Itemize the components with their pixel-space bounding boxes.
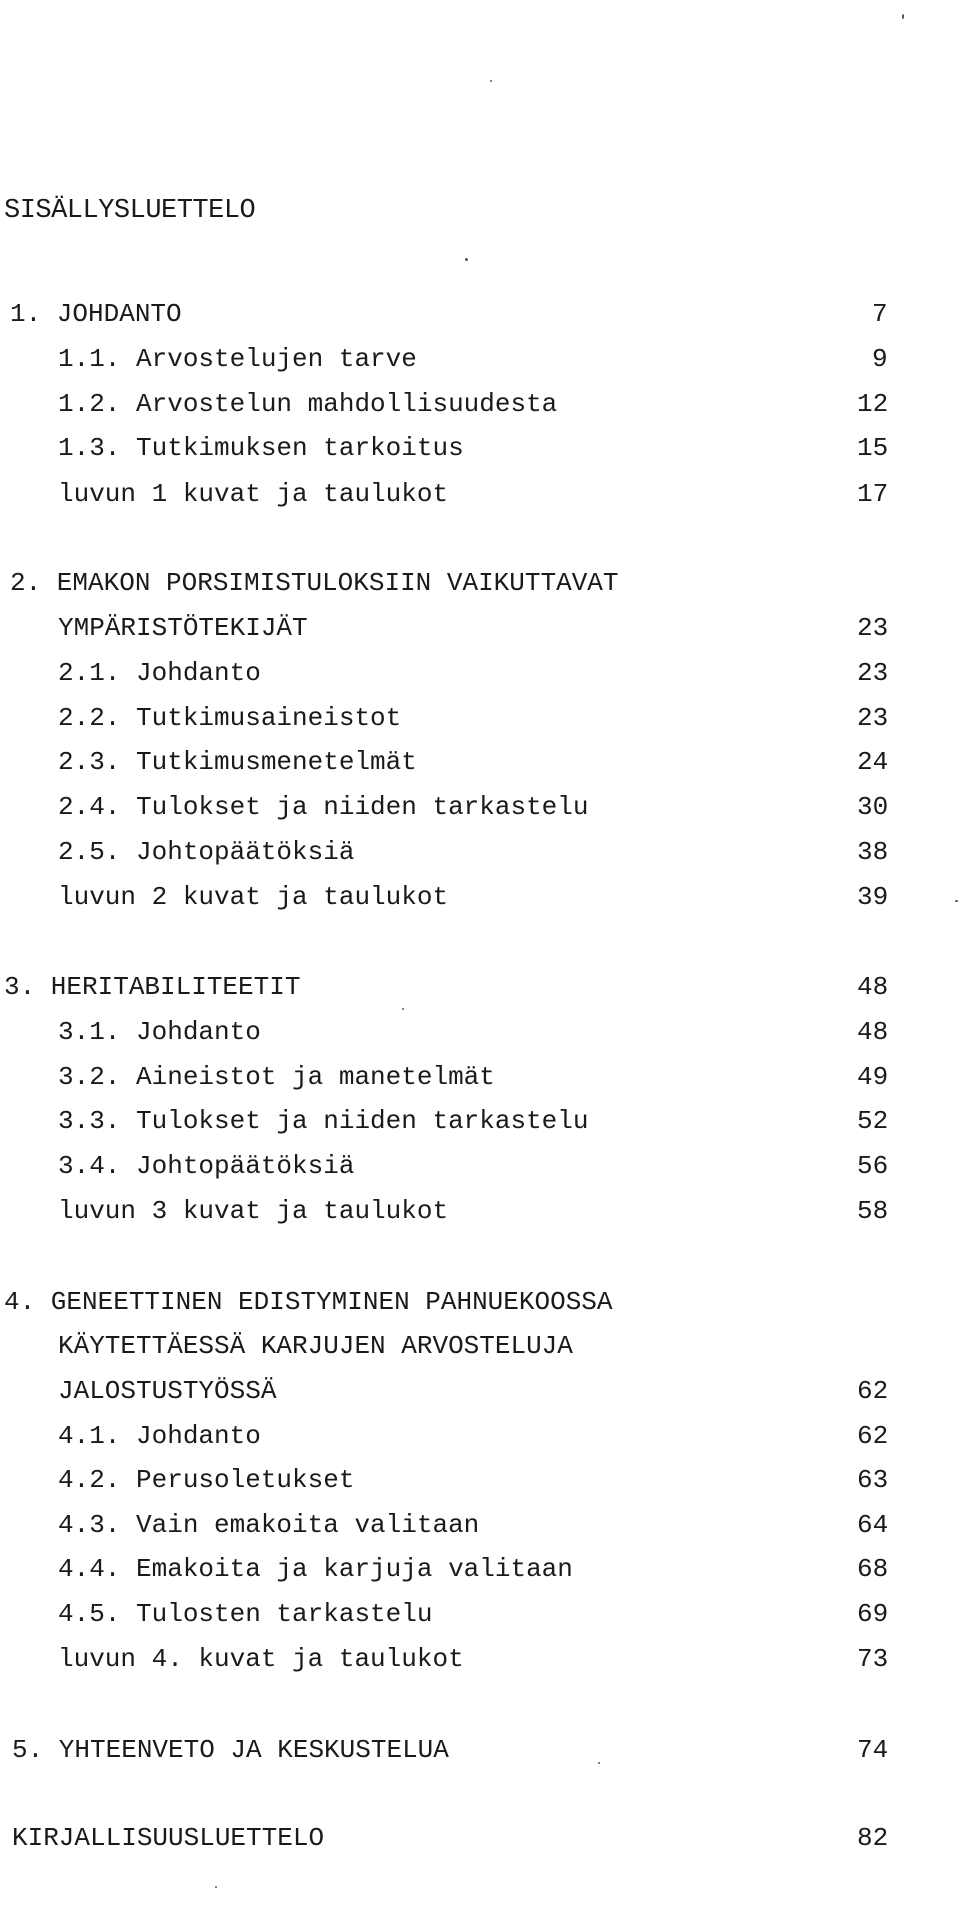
- toc-entry: [4, 969, 960, 1005]
- toc-entry: [58, 1014, 960, 1050]
- toc-entry: [58, 879, 960, 915]
- toc-entry-label: 4.3. Vain emakoita valitaan: [58, 1510, 480, 1540]
- toc-entry-label: luvun 4. kuvat ja taulukot: [58, 1644, 464, 1674]
- toc-entry-label: 1. JOHDANTO: [10, 299, 182, 329]
- toc-entry-page-number: 62: [857, 1421, 889, 1451]
- toc-entry-page-number: 62: [857, 1376, 889, 1406]
- toc-entry-label: 4. GENEETTINEN EDISTYMINEN PAHNUEKOOSSA: [4, 1287, 613, 1317]
- toc-entry-label: luvun 1 kuvat ja taulukot: [58, 479, 449, 509]
- toc-entry: [58, 1418, 960, 1454]
- toc-entry: [58, 1462, 960, 1498]
- toc-entry: [58, 655, 960, 691]
- toc-entry-label: 2. EMAKON PORSIMISTULOKSIIN VAIKUTTAVAT: [10, 568, 619, 598]
- scan-speck: [902, 14, 904, 19]
- toc-entry: [58, 834, 960, 870]
- toc-entry-label: 1.2. Arvostelun mahdollisuudesta: [58, 389, 558, 419]
- toc-entry: [10, 296, 960, 332]
- toc-entry: [58, 700, 960, 736]
- toc-entry: [58, 1059, 960, 1095]
- toc-entry-label: 4.4. Emakoita ja karjuja valitaan: [58, 1554, 573, 1584]
- toc-entry-label: 4.1. Johdanto: [58, 1421, 261, 1451]
- toc-entry-label: 4.2. Perusoletukset: [58, 1465, 355, 1495]
- toc-entry-page-number: 38: [857, 837, 889, 867]
- toc-title: SISÄLLYSLUETTELO: [4, 196, 256, 226]
- toc-entry-page-number: 23: [857, 703, 889, 733]
- toc-entry-label: 1.1. Arvostelujen tarve: [58, 344, 417, 374]
- toc-entry-page-number: 82: [857, 1823, 889, 1853]
- toc-entry-label: 2.2. Tutkimusaineistot: [58, 703, 402, 733]
- toc-entry: [58, 1193, 960, 1229]
- toc-entry-page-number: 64: [857, 1510, 889, 1540]
- scan-speck: [215, 1886, 217, 1888]
- toc-entry-page-number: 9: [872, 344, 888, 374]
- toc-entry-label: 3. HERITABILITEETIT: [4, 972, 301, 1002]
- toc-entry-page-number: 39: [857, 882, 889, 912]
- toc-entry: [58, 1507, 960, 1543]
- toc-entry-label: luvun 2 kuvat ja taulukot: [58, 882, 449, 912]
- toc-entry-page-number: 52: [857, 1106, 889, 1136]
- toc-entry-label: 2.3. Tutkimusmenetelmät: [58, 747, 417, 777]
- toc-entry-page-number: 68: [857, 1554, 889, 1584]
- toc-entry: [58, 1148, 960, 1184]
- toc-entry-label: 2.5. Johtopäätöksiä: [58, 837, 355, 867]
- toc-entry: [58, 1551, 960, 1587]
- toc-entry-page-number: 17: [857, 479, 889, 509]
- toc-entry-label: 3.2. Aineistot ja manetelmät: [58, 1062, 495, 1092]
- toc-entry-page-number: 49: [857, 1062, 889, 1092]
- scan-speck: [402, 1008, 404, 1010]
- toc-entry: [58, 1373, 960, 1409]
- toc-entry-page-number: 23: [857, 658, 889, 688]
- toc-entry: [12, 1820, 960, 1856]
- toc-entry: [58, 610, 960, 646]
- toc-entry: [58, 1596, 960, 1632]
- toc-entry: [58, 744, 960, 780]
- toc-entry-page-number: 12: [857, 389, 889, 419]
- toc-entry-label: JALOSTUSTYÖSSÄ: [58, 1376, 277, 1406]
- toc-entry-page-number: 69: [857, 1599, 889, 1629]
- toc-entry: [58, 430, 960, 466]
- toc-entry-page-number: 30: [857, 792, 889, 822]
- toc-entry-page-number: 74: [857, 1735, 889, 1765]
- toc-entry-label: 1.3. Tutkimuksen tarkoitus: [58, 433, 464, 463]
- toc-entry: [58, 789, 960, 825]
- toc-entry-label: 2.1. Johdanto: [58, 658, 261, 688]
- toc-entry-label: 3.3. Tulokset ja niiden tarkastelu: [58, 1106, 589, 1136]
- toc-entry-page-number: 24: [857, 747, 889, 777]
- toc-entry-label: YMPÄRISTÖTEKIJÄT: [58, 613, 308, 643]
- toc-entry-page-number: 23: [857, 613, 889, 643]
- toc-entry: [58, 341, 960, 377]
- toc-entry-label: KIRJALLISUUSLUETTELO: [12, 1823, 325, 1853]
- toc-entry-label: 3.1. Johdanto: [58, 1017, 261, 1047]
- toc-entry: [58, 476, 960, 512]
- toc-entry-page-number: 63: [857, 1465, 889, 1495]
- scan-speck: [955, 900, 958, 902]
- toc-entry: [4, 1284, 960, 1320]
- toc-entry-label: 3.4. Johtopäätöksiä: [58, 1151, 355, 1181]
- toc-entry: [10, 565, 960, 601]
- toc-entry: [58, 1641, 960, 1677]
- toc-entry: [58, 1328, 960, 1364]
- toc-entry-page-number: 48: [857, 1017, 889, 1047]
- toc-entry: [58, 1103, 960, 1139]
- toc-entry-page-number: 73: [857, 1644, 889, 1674]
- toc-entry: [12, 1732, 960, 1768]
- toc-entry-label: 4.5. Tulosten tarkastelu: [58, 1599, 433, 1629]
- scan-speck: [490, 80, 492, 82]
- toc-entry-label: luvun 3 kuvat ja taulukot: [58, 1196, 449, 1226]
- toc-entry-page-number: 15: [857, 433, 889, 463]
- toc-entry: [58, 386, 960, 422]
- toc-entry-page-number: 48: [857, 972, 889, 1002]
- toc-entry-page-number: 7: [872, 299, 888, 329]
- toc-entry-page-number: 58: [857, 1196, 889, 1226]
- toc-entry-label: KÄYTETTÄESSÄ KARJUJEN ARVOSTELUJA: [58, 1331, 573, 1361]
- toc-entry-label: 5. YHTEENVETO JA KESKUSTELUA: [12, 1735, 449, 1765]
- scan-speck: [598, 1762, 600, 1764]
- toc-entry-page-number: 56: [857, 1151, 889, 1181]
- toc-entry-label: 2.4. Tulokset ja niiden tarkastelu: [58, 792, 589, 822]
- scan-speck: [465, 258, 468, 261]
